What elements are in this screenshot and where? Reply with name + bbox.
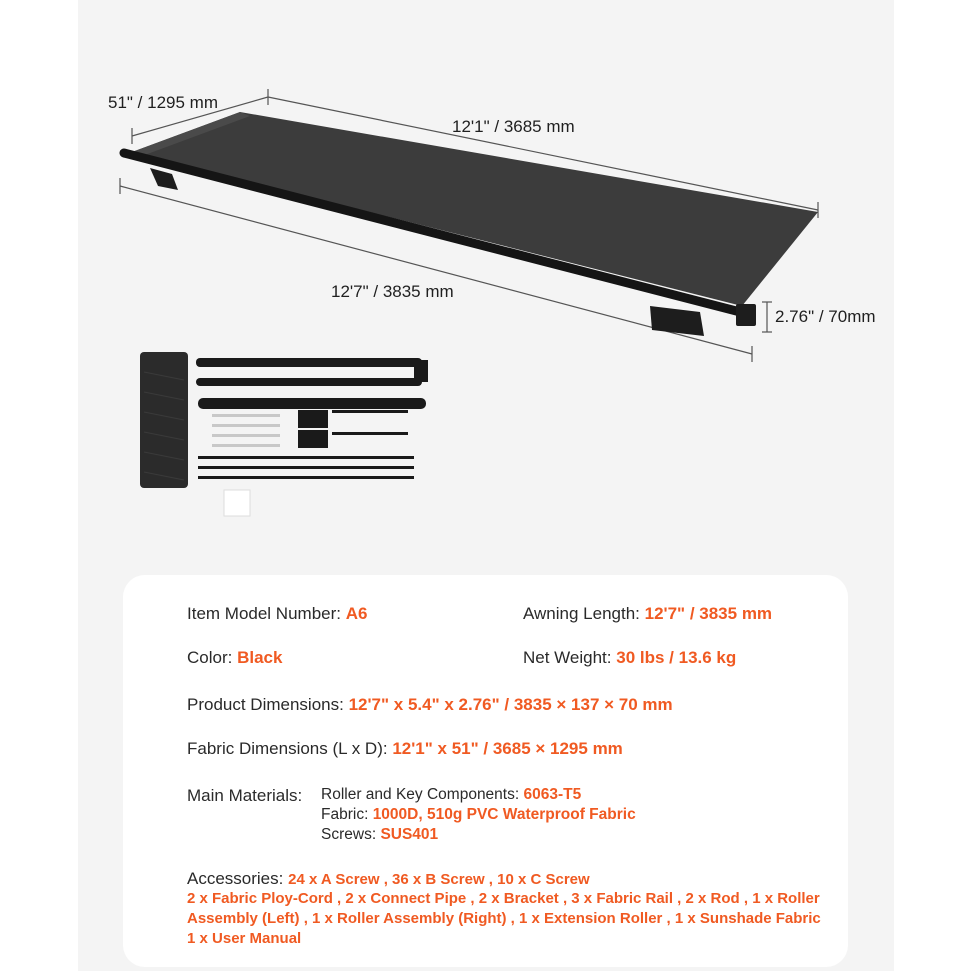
fabric-dimensions-row bbox=[187, 739, 623, 759]
color-value: Black bbox=[237, 648, 283, 667]
length-label: Awning Length: bbox=[523, 604, 640, 623]
fabric-dimensions-label: Fabric Dimensions (L x D): bbox=[187, 739, 388, 758]
length-row bbox=[523, 604, 772, 624]
total-length-dimension: 12'7" / 3835 mm bbox=[331, 282, 454, 301]
weight-label: Net Weight: bbox=[523, 648, 612, 667]
accessories-line: 1 x User Manual bbox=[187, 930, 302, 947]
material-roller-value: 6063-T5 bbox=[523, 786, 582, 803]
product-dimensions-label: Product Dimensions: bbox=[187, 695, 344, 714]
material-item bbox=[321, 826, 438, 844]
material-item bbox=[321, 786, 581, 804]
color-label: Color: bbox=[187, 648, 233, 667]
accessories-row bbox=[187, 869, 590, 889]
accessories-line: 2 x Fabric Ploy-Cord , 2 x Connect Pipe , 2 x Bracket , 3 x Fabric Rail , 2 x Rod , 1 x Roller bbox=[187, 890, 820, 907]
material-screws-label: Screws: bbox=[321, 826, 377, 843]
accessories-first-line: 24 x A Screw , 36 x B Screw , 10 x C Screw bbox=[288, 871, 590, 888]
product-dimensions-row bbox=[187, 695, 673, 715]
fabric-dimensions-value: 12'1" x 51" / 3685 × 1295 mm bbox=[392, 739, 623, 758]
awning-fabric bbox=[132, 112, 818, 306]
weight-value: 30 lbs / 13.6 kg bbox=[616, 648, 737, 667]
model-value: A6 bbox=[345, 604, 368, 623]
accessories-label: Accessories: bbox=[187, 869, 284, 888]
material-fabric-value: 1000D, 510g PVC Waterproof Fabric bbox=[372, 806, 636, 823]
accessories-line: Assembly (Left) , 1 x Roller Assembly (Right) , 1 x Extension Roller , 1 x Sunshade Fabric bbox=[187, 910, 821, 927]
materials-label: Main Materials: bbox=[187, 786, 303, 805]
material-screws-value: SUS401 bbox=[380, 826, 439, 843]
product-dimensions-value: 12'7" x 5.4" x 2.76" / 3835 × 137 × 70 mm bbox=[348, 695, 673, 714]
spec-card bbox=[123, 575, 848, 967]
model-row bbox=[187, 604, 367, 624]
height-dimension: 2.76" / 70mm bbox=[775, 307, 876, 326]
color-row bbox=[187, 648, 282, 668]
material-roller-label: Roller and Key Components: bbox=[321, 786, 520, 803]
parts-kit bbox=[140, 352, 428, 516]
material-item bbox=[321, 806, 636, 824]
model-label: Item Model Number: bbox=[187, 604, 341, 623]
length-value: 12'7" / 3835 mm bbox=[644, 604, 773, 623]
material-fabric-label: Fabric: bbox=[321, 806, 369, 823]
width-dimension: 51" / 1295 mm bbox=[108, 93, 218, 112]
fabric-length-dimension: 12'1" / 3685 mm bbox=[452, 117, 575, 136]
weight-row bbox=[523, 648, 736, 668]
